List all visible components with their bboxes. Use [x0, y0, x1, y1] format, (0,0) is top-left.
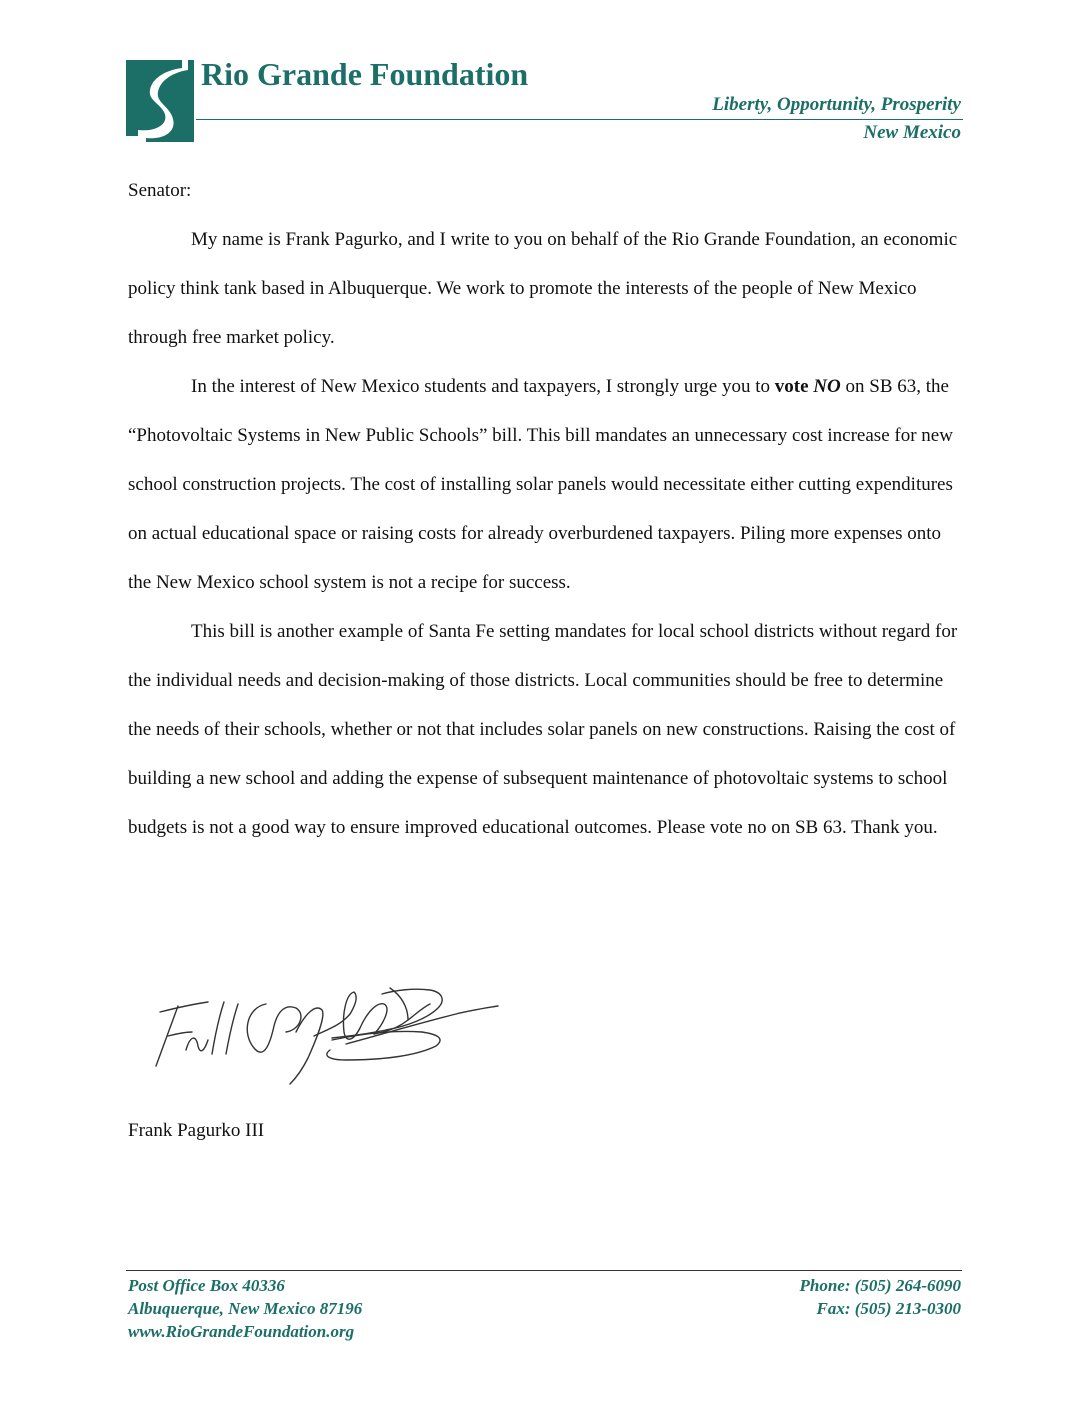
tagline: Liberty, Opportunity, Prosperity — [712, 94, 961, 115]
signature-image — [146, 974, 506, 1086]
org-name: Rio Grande Foundation — [201, 56, 529, 92]
vote-emphasis — [775, 376, 841, 397]
header-divider — [196, 119, 963, 120]
rio-grande-logo-icon — [126, 60, 194, 142]
footer-address-line2: Albuquerque, New Mexico 87196 — [128, 1299, 363, 1318]
paragraph-vote — [128, 362, 960, 607]
footer-fax: Fax: (505) 213-0300 — [816, 1299, 961, 1318]
vote-word: vote — [774, 376, 814, 397]
signer-name: Frank Pagurko III — [128, 1120, 265, 1141]
no-word: NO — [813, 376, 841, 397]
letter-body — [128, 166, 960, 852]
footer-address-line1: Post Office Box 40336 — [128, 1276, 285, 1295]
paragraph-vote-rest: on SB 63, the “Photovoltaic Systems in New Public Schools” bill. This bill mandates an unnecessary cost increase for new school construction projects. The cost of installing solar panels would necessitate either cutting expenditures on actual educational space or raising costs for already overburdened taxpayers. Piling more expenses onto the New Mexico school system is not a recipe for success. — [128, 376, 953, 593]
footer-website-link[interactable]: www.RioGrandeFoundation.org — [128, 1322, 355, 1341]
state-label: New Mexico — [863, 122, 961, 143]
salutation: Senator: — [128, 180, 192, 201]
footer-divider — [126, 1270, 962, 1271]
paragraph-intro: My name is Frank Pagurko, and I write to you on behalf of the Rio Grande Foundation, an economic policy think tank based in Albuquerque. We work to promote the interests of the people of New Mexico through free market policy. — [128, 229, 958, 348]
paragraph-closing: This bill is another example of Santa Fe setting mandates for local school districts without regard for the individual needs and decision-making of those districts. Local communities should be free to determine the needs of their schools, whether or not that includes solar panels on new constructions. Raising the cost of building a new school and adding the expense of subsequent maintenance of photovoltaic systems to school budgets is not a good way to ensure improved educational outcomes. Please vote no on SB 63. Thank you. — [128, 621, 958, 838]
paragraph-vote-lead: In the interest of New Mexico students and taxpayers, I strongly urge you to — [191, 376, 775, 397]
footer-phone: Phone: (505) 264-6090 — [799, 1276, 961, 1295]
